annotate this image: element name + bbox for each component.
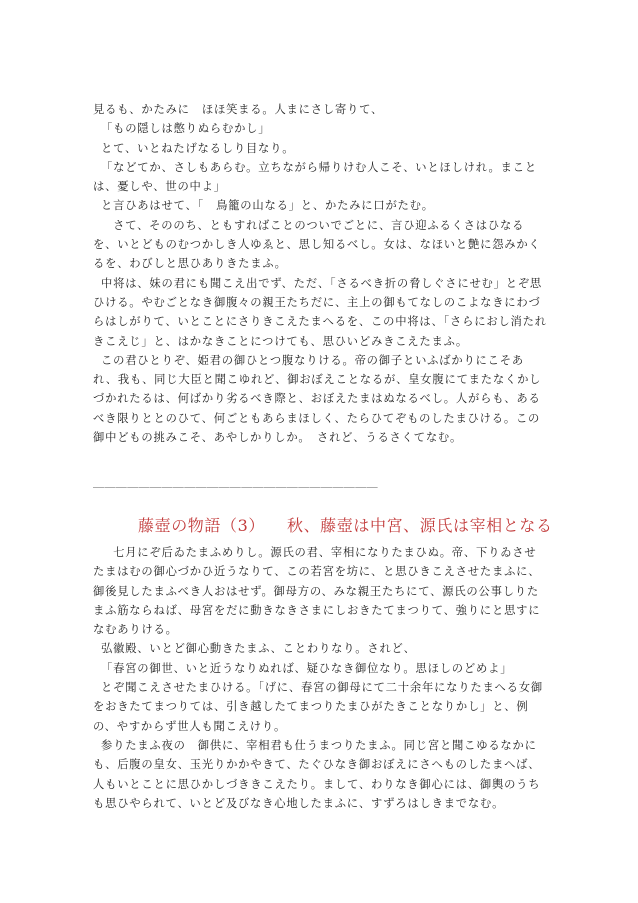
paragraph: とぞ聞こえさせたまひける。「げに、春宮の御母にて二十余年になりたまへる女御をおきたてまつりては、引き越したてまつりたまひがたきことなりかし」と、例の、やすからず世人も聞こえけり。 (93, 681, 543, 733)
section-divider: ＿＿＿＿＿＿＿＿＿＿＿＿＿＿＿＿＿＿＿＿＿＿＿＿＿ (93, 476, 378, 489)
paragraph: この君ひとりぞ、姫君の御ひとつ腹なりける。帝の御子といふばかりにこそあれ、我も、同じ大臣と聞こゆれど、御おぼえことなるが、皇女腹にてまたなくかしづかれたるは、何ばかり劣るべき際と、おぼえたまはぬなるべし。人がらも、あるべき限りととのひて、何ごともあらまほしく、たらひてぞものしたまひける。この御中どもの挑みこそ、あやしかりしか。 されど、うるさくてなむ。 (93, 353, 542, 445)
paragraph: 弘徽殿、いとど御心動きたまふ、ことわりなり。されど、 (101, 642, 416, 656)
chapter-title: 藤壺の物語（3） (138, 516, 265, 535)
paragraph: と言ひあはせて、「 鳥籠の山なる」と、かたみに口がたむ。 (101, 199, 434, 213)
paragraph: 参りたまふ夜の 御供に、宰相君も仕うまつりたまふ。同じ宮と聞こゆるなかにも、后腹の皇女、玉光りかかやきて、たぐひなき御おぼえにさへものしたまへば、人もいとことに思ひかしづききこえたり。まして、わりなき御心には、御輿のうちも思ひやられて、いとど及びなき心地したまふに、すずろはしきまでなむ。 (93, 738, 541, 810)
paragraph: 見るも、かたみに ほほ笑まる。人まにさし寄りて、 (93, 103, 384, 116)
text-section-2 (93, 543, 548, 813)
paragraph: 七月にぞ后ゐたまふめりし。源氏の君、宰相になりたまひぬ。帝、下りゐさせたまはむの御心づかひ近うなりて、この若宮を坊に、と思ひきこえさせたまふに、御後見したまふべき人おはせず。御母方の、みな親王たちにて、源氏の公事しりたまふ筋ならねば、母宮をだに動きなきさまにしおきたてまつりて、強りにと思すになむありける。 (93, 546, 541, 637)
paragraph: さて、そののち、ともすればことのついでごとに、言ひ迎ふるくさはひなるを、いとどものむつかしき人ゆゑと、思し知るべし。女は、なほいと艶に怨みかくるを、わびしと思ひありきたまふ。 (93, 218, 541, 271)
paragraph: 中将は、妹の君にも聞こえ出でず、ただ、「さるべき折の脅しぐさにせむ」とぞ思ひける。やむごとなき御腹々の親王たちだに、主上の御もてなしのこよなきにわづらはしがりて、いとことにさりきこえたまへるを、この中将は、「さらにおし消たれきこえじ」と、はかなきことにつけても、思ひいどみきこえたまふ。 (93, 276, 547, 348)
chapter-heading (138, 513, 553, 536)
text-section-1 (93, 100, 548, 447)
chapter-subtitle: 秋、藤壺は中宮、源氏は宰相となる (286, 516, 553, 535)
paragraph: 「春宮の御世、いと近うなりぬれば、疑ひなき御位なり。思ほしのどめよ」 (101, 661, 513, 675)
paragraph: 「などてか、さしもあらむ。立ちながら帰りけむ人こそ、いとほしけれ。まことは、憂しや、世の中よ」 (93, 160, 537, 194)
paragraph: とて、いとねたげなるしり目なり。 (101, 141, 295, 155)
paragraph: 「もの隠しは憋りぬらむかし」 (101, 122, 271, 136)
